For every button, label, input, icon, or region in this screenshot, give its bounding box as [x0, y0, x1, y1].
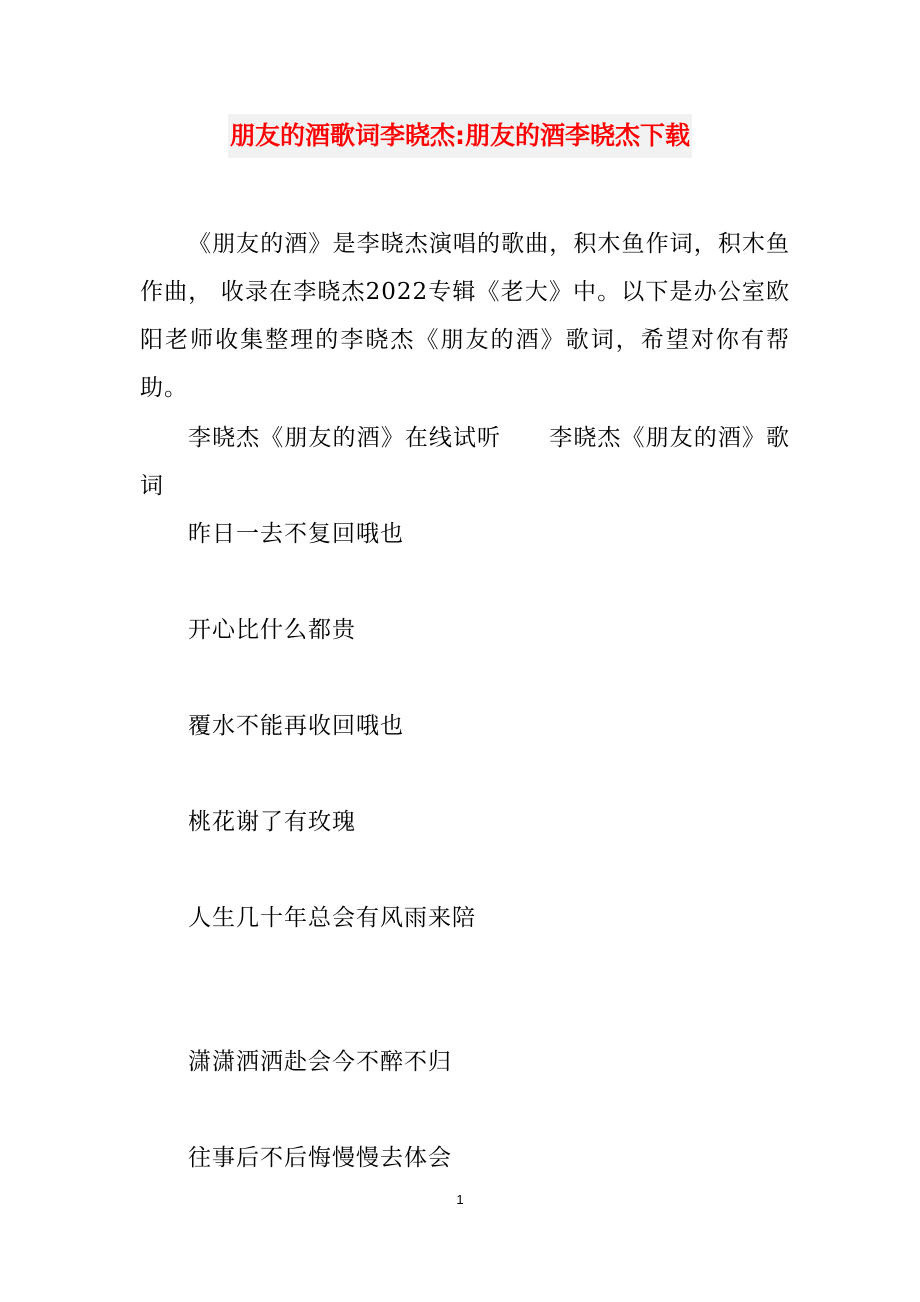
- lyric-line: 昨日一去不复回哦也: [188, 521, 404, 547]
- lyric-line: 覆水不能再收回哦也: [188, 713, 404, 739]
- page-number: 1: [456, 1192, 464, 1207]
- lyric-line: 桃花谢了有玫瑰: [188, 809, 356, 835]
- lyric-line: 往事后不后悔慢慢去体会: [188, 1145, 452, 1171]
- lyric-line: 人生几十年总会有风雨来陪: [188, 905, 476, 931]
- title-container: [0, 114, 920, 158]
- page-title: 朋友的酒歌词李晓杰:朋友的酒李晓杰下载: [228, 114, 692, 158]
- lyrics-heading: 李晓杰《朋友的酒》歌词: [140, 425, 791, 499]
- listen-online-text: 李晓杰《朋友的酒》在线试听: [188, 425, 502, 451]
- intro-paragraph: 《朋友的酒》是李晓杰演唱的歌曲，积木鱼作词，积木鱼作曲， 收录在李晓杰2022专辑《老大》中。以下是办公室欧阳老师收集整理的李晓杰《朋友的酒》歌词，希望对你有帮助。: [140, 231, 790, 401]
- lyric-line: 潇潇洒洒赴会今不醉不归: [188, 1049, 452, 1075]
- listen-paragraph: [140, 414, 790, 510]
- lyric-line: 开心比什么都贵: [188, 617, 356, 643]
